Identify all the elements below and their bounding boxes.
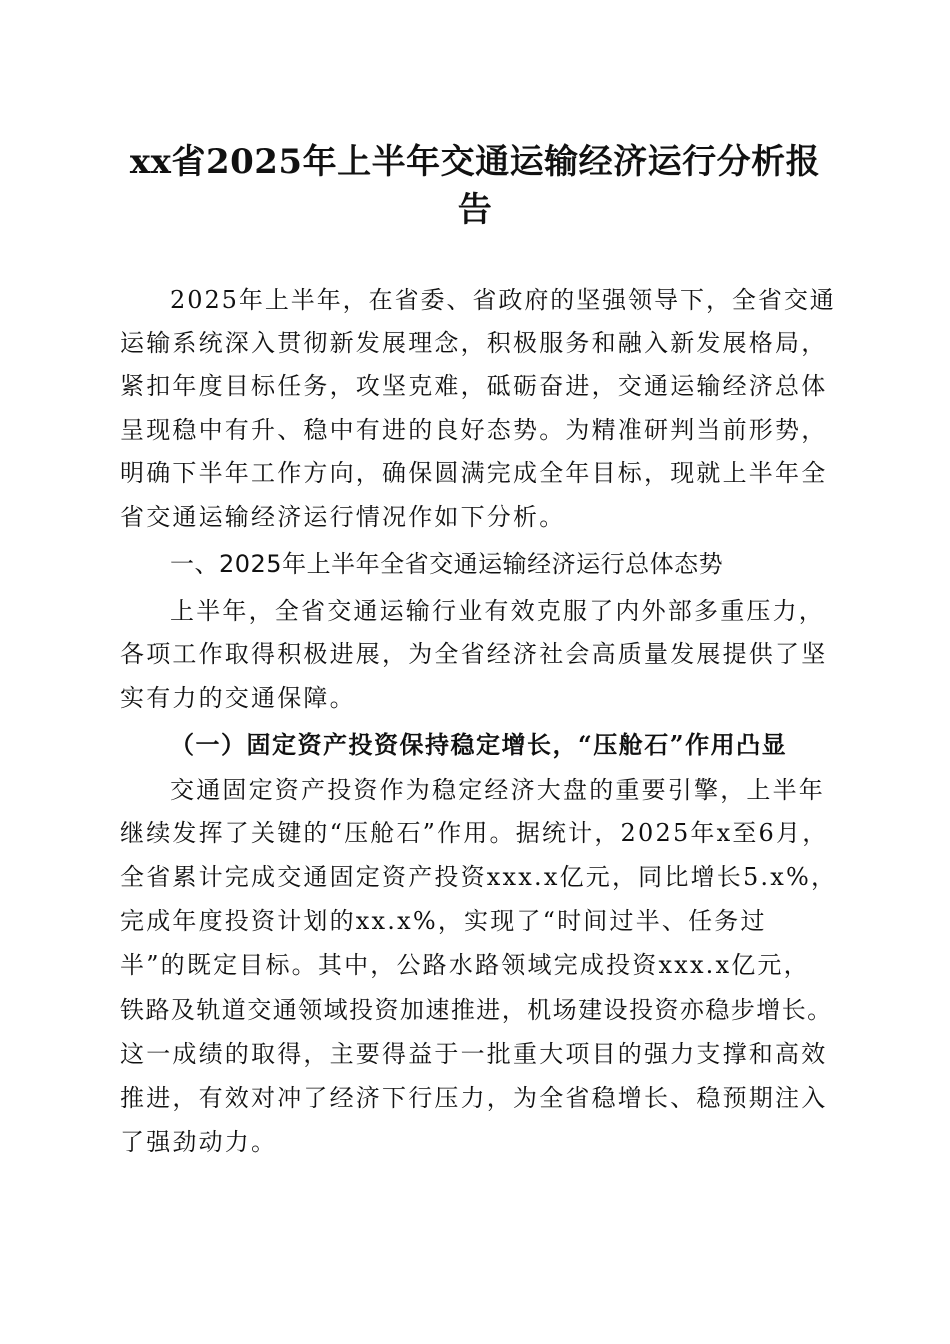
subsection-body-line: 完成年度投资计划的xx.x%，实现了“时间过半、任务过 xyxy=(120,907,767,935)
section-body-line: 上半年，全省交通运输行业有效克服了内外部多重压力， xyxy=(170,597,825,625)
subsection-body-line: 继续发挥了关键的“压舱石”作用。据统计，2025年x至6月， xyxy=(120,819,829,847)
subsection-body-line: 这一成绩的取得，主要得益于一批重大项目的强力支撑和高效 xyxy=(120,1040,828,1068)
subsection-body-line: 推进，有效对冲了经济下行压力，为全省稳增长、稳预期注入 xyxy=(120,1084,828,1112)
subsection-body-line: 了强劲动力。 xyxy=(120,1128,278,1156)
intro-line: 紧扣年度目标任务，攻坚克难，砥砺奋进，交通运输经济总体 xyxy=(120,372,828,400)
intro-line: 呈现稳中有升、稳中有进的良好态势。为精准研判当前形势， xyxy=(120,416,828,444)
subsection-body-line: 交通固定资产投资作为稳定经济大盘的重要引擎，上半年 xyxy=(170,776,825,804)
title-line-1: xx省2025年上半年交通运输经济运行分析报 xyxy=(129,142,821,182)
intro-line: 运输系统深入贯彻新发展理念，积极服务和融入新发展格局， xyxy=(120,329,828,357)
intro-line: 省交通运输经济运行情况作如下分析。 xyxy=(120,503,566,531)
subsection-body-line: 半”的既定目标。其中，公路水路领域完成投资xxx.x亿元， xyxy=(120,951,810,979)
subsection-body-line: 全省累计完成交通固定资产投资xxx.x亿元，同比增长5.x%， xyxy=(120,863,838,891)
subsection-body-line: 铁路及轨道交通领域投资加速推进，机场建设投资亦稳步增长。 xyxy=(120,996,833,1024)
document-title xyxy=(110,138,840,234)
subsection-heading: （一）固定资产投资保持稳定增长，“压舱石”作用凸显 xyxy=(170,730,788,759)
intro-line: 2025年上半年，在省委、省政府的坚强领导下，全省交通 xyxy=(170,286,836,314)
section-body-line: 实有力的交通保障。 xyxy=(120,684,356,712)
intro-line: 明确下半年工作方向，确保圆满完成全年目标，现就上半年全 xyxy=(120,459,828,487)
title-line-2: 告 xyxy=(457,190,493,230)
section-heading: 一、2025年上半年全省交通运输经济运行总体态势 xyxy=(170,550,724,578)
section-body-line: 各项工作取得积极进展，为全省经济社会高质量发展提供了坚 xyxy=(120,640,828,668)
